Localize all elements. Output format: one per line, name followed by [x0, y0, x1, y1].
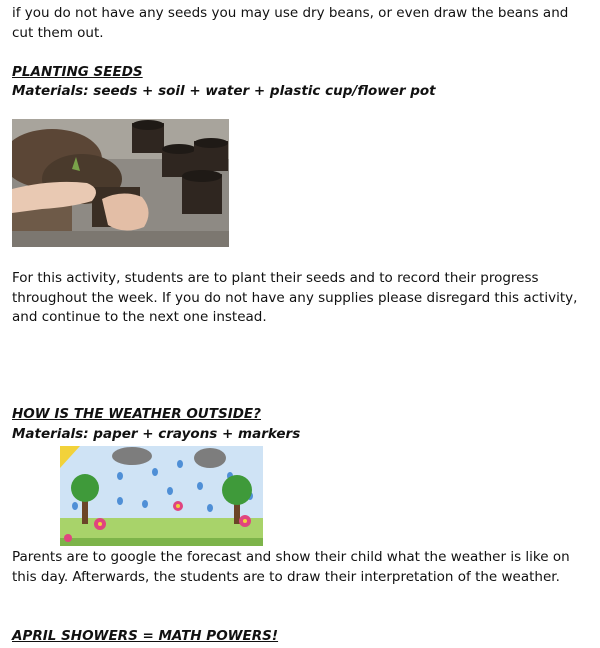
weather-instructions: Parents are to google the forecast and show their child what the weather is like on this day. Afterwards, the students are to draw their interpretation of the weather.: [12, 549, 570, 585]
planting-seeds-photo: [12, 119, 229, 247]
section-heading-weather: HOW IS THE WEATHER OUTSIDE?: [12, 406, 261, 422]
weather-drawing-image: [60, 446, 263, 546]
planting-instructions: For this activity, students are to plant their seeds and to record their progress throughout the week. If you do not have any supplies please disregard this activity, and continue to the next one instead.: [12, 270, 578, 325]
materials-list-planting: Materials: seeds + soil + water + plastic cup/flower pot: [12, 83, 436, 99]
intro-paragraph: if you do not have any seeds you may use dry beans, or even draw the beans and cut them out.: [12, 5, 569, 41]
materials-list-weather: Materials: paper + crayons + markers: [12, 426, 301, 442]
section-heading-math: APRIL SHOWERS = MATH POWERS!: [12, 628, 279, 644]
section-heading-planting-seeds: PLANTING SEEDS: [12, 64, 143, 80]
